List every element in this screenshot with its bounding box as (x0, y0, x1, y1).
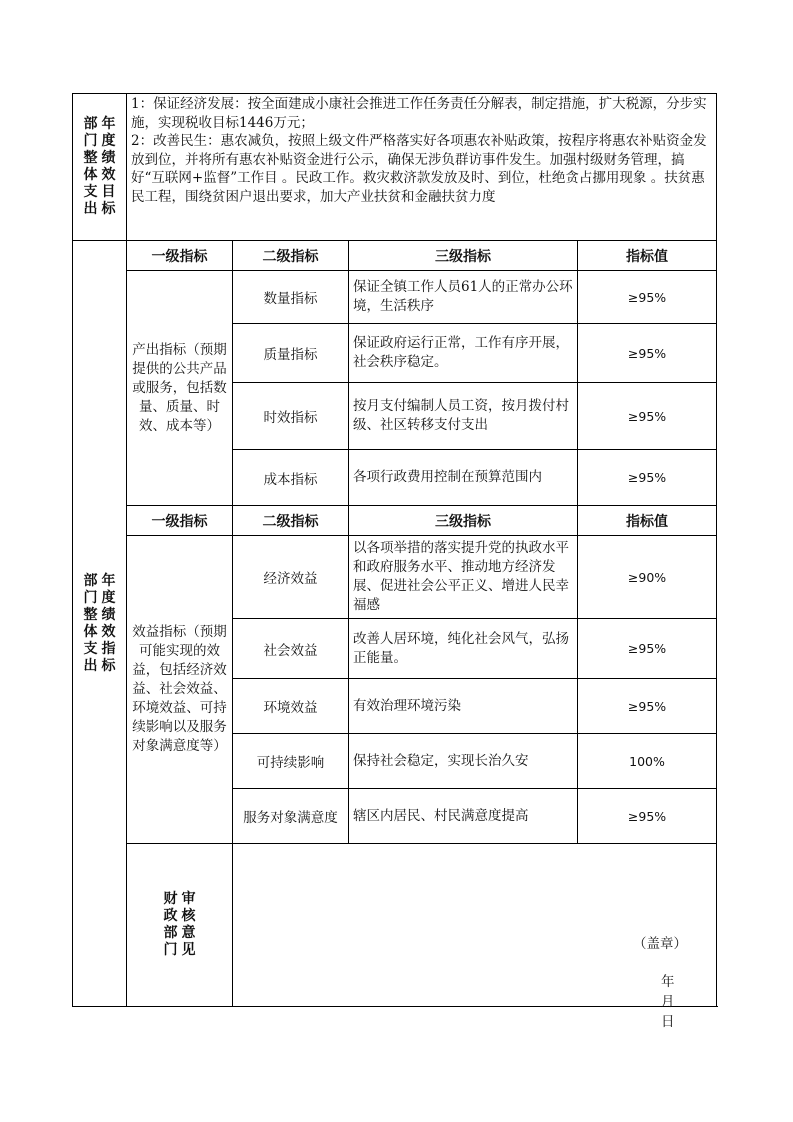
output-level1: 产出指标（预期提供的公共产品或服务，包括数量、质量、时效、成本等） (127, 271, 233, 506)
goals-label-left-char: 出 (83, 201, 98, 217)
goals-label-right-char: 效 (101, 167, 116, 183)
effect-level2: 经济效益 (233, 536, 349, 619)
goals-label-left-char: 体 (83, 167, 98, 183)
month-label: 月 (661, 994, 675, 1010)
goals-label-right-char: 绩 (101, 150, 116, 166)
goals-label-left-char: 整 (83, 150, 98, 166)
output-level2: 成本指标 (233, 450, 349, 506)
effect-level2: 环境效益 (233, 679, 349, 734)
goals-label-left-char: 部 (83, 116, 98, 132)
goals-label-right-char: 目 (101, 184, 116, 200)
goals-label-right-char: 标 (101, 201, 116, 217)
indicator-label-right-char: 指 (101, 640, 116, 657)
goals-side-label (73, 94, 127, 241)
goals-label-left-char: 支 (83, 184, 98, 200)
table-row (73, 536, 717, 619)
output-level3: 保证全镇工作人员61人的正常办公环境，生活秩序 (349, 271, 578, 324)
header-value: 指标值 (578, 506, 717, 536)
effect-value: ≥95% (578, 789, 717, 844)
effect-value: ≥95% (578, 619, 717, 679)
goals-label-right-char: 度 (101, 133, 116, 149)
output-level2: 质量指标 (233, 324, 349, 383)
goals-row (73, 94, 717, 241)
audit-label-left-char: 门 (163, 942, 178, 958)
indicator-label-left-char: 体 (83, 623, 98, 640)
effect-value: 100% (578, 734, 717, 789)
performance-form (72, 93, 716, 1030)
indicator-label-left-char: 门 (83, 589, 98, 606)
indicator-label-left-char: 出 (83, 657, 98, 674)
output-value: ≥95% (578, 450, 717, 506)
effect-level3: 有效治理环境污染 (349, 679, 578, 734)
audit-label-right-char: 意 (181, 925, 196, 941)
output-value: ≥95% (578, 324, 717, 383)
effect-value: ≥90% (578, 536, 717, 619)
indicator-label-right-char: 度 (101, 589, 116, 606)
goals-text: 1：保证经济发展：按全面建成小康社会推进工作任务责任分解表，制定措施，扩大税源，分步实施，实现税收目标1446万元； 2：改善民生：惠农减负，按照上级文件严格落实好各项惠农补贴政策，按程序将惠农补贴资金发放到位，并将所有惠农补贴资金进行公示，确保无涉负群访事件发生。加强村级财务管理，搞好“互联网+监督”工作目 。民政工作。救灾救济款发放及时、到位，杜绝贪占挪用现象 。扶贫惠民工程，围绕贫困户退出要求，加大产业扶贫和金融扶贫力度 (127, 94, 717, 241)
audit-label-left-char: 部 (163, 925, 178, 941)
year-label: 年 (661, 974, 675, 990)
effect-level2: 服务对象满意度 (233, 789, 349, 844)
effect-level3: 改善人居环境，纯化社会风气，弘扬正能量。 (349, 619, 578, 679)
indicator-label-right-char: 年 (101, 572, 116, 589)
indicator-side-label (73, 241, 127, 1007)
indicator-label-left-char: 整 (83, 606, 98, 623)
header-level1: 一级指标 (127, 506, 233, 536)
audit-label-left-char: 政 (163, 908, 178, 924)
header-level2: 二级指标 (233, 241, 349, 271)
goals-label-left-char: 门 (83, 133, 98, 149)
effect-level3: 辖区内居民、村民满意度提高 (349, 789, 578, 844)
output-level3: 各项行政费用控制在预算范围内 (349, 450, 578, 506)
output-value: ≥95% (578, 383, 717, 450)
audit-side-label (127, 844, 233, 1007)
output-value: ≥95% (578, 271, 717, 324)
indicator-label-right-char: 绩 (101, 606, 116, 623)
effect-level3: 保持社会稳定，实现长治久安 (349, 734, 578, 789)
header-level2: 二级指标 (233, 506, 349, 536)
performance-table (72, 93, 717, 1030)
effect-value: ≥95% (578, 679, 717, 734)
output-header-row (73, 241, 717, 271)
indicator-label-left-char: 部 (83, 572, 98, 589)
effect-level2: 社会效益 (233, 619, 349, 679)
table-row (73, 271, 717, 324)
goals-label-right-char: 年 (101, 116, 116, 132)
effect-level3: 以各项举措的落实提升党的执政水平和政府服务水平、推动地方经济发展、促进社会公平正义、增进人民幸福感 (349, 536, 578, 619)
header-level1: 一级指标 (127, 241, 233, 271)
header-value: 指标值 (578, 241, 717, 271)
output-level3: 保证政府运行正常，工作有序开展，社会秩序稳定。 (349, 324, 578, 383)
day-label: 日 (661, 1014, 675, 1030)
effect-level2: 可持续影响 (233, 734, 349, 789)
header-level3: 三级指标 (349, 506, 578, 536)
output-level3: 按月支付编制人员工资，按月拨付村级、社区转移支付支出 (349, 383, 578, 450)
effect-level1: 效益指标（预期可能实现的效益，包括经济效益、社会效益、环境效益、可持续影响以及服务对象满意度等） (127, 536, 233, 844)
audit-label-right-char: 见 (181, 942, 196, 958)
audit-row (73, 844, 717, 1007)
indicator-label-right-char: 标 (101, 657, 116, 674)
output-level2: 时效指标 (233, 383, 349, 450)
stamp-label: （盖章） (633, 936, 687, 952)
audit-label-right-char: 审 (181, 891, 196, 907)
indicator-label-right-char: 效 (101, 623, 116, 640)
audit-label-right-char: 核 (181, 908, 196, 924)
audit-opinion-area (233, 844, 717, 1030)
indicator-label-left-char: 支 (83, 640, 98, 657)
audit-label-left-char: 财 (163, 891, 178, 907)
effect-header-row (73, 506, 717, 536)
date-line (661, 970, 716, 1030)
header-level3: 三级指标 (349, 241, 578, 271)
output-level2: 数量指标 (233, 271, 349, 324)
